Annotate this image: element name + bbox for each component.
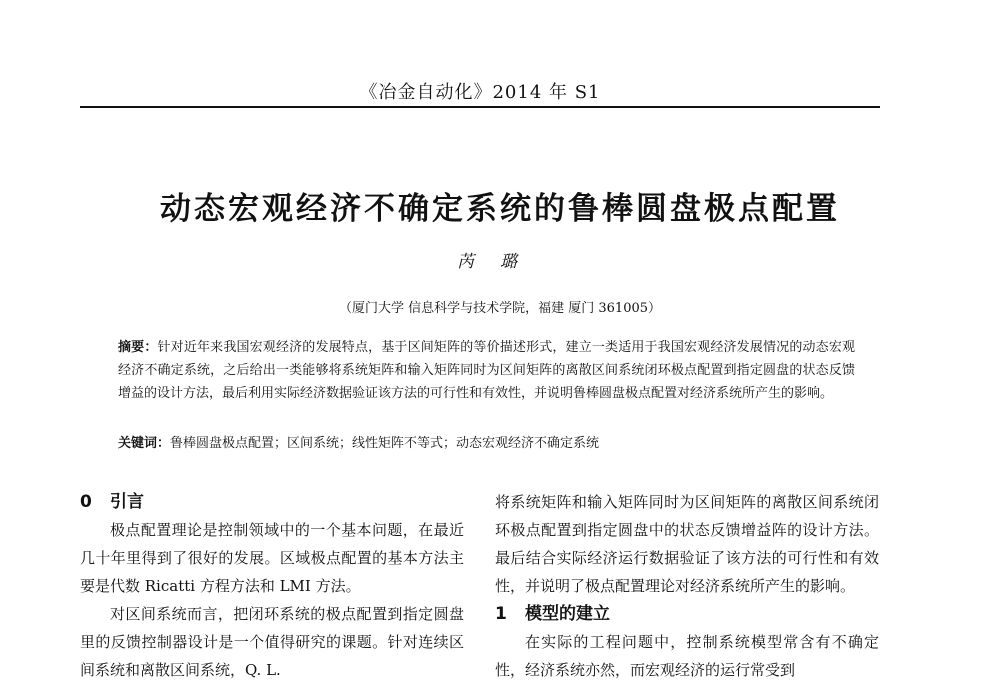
journal-header: 《冶金自动化》2014 年 S1 bbox=[359, 82, 601, 103]
left-column bbox=[80, 488, 464, 684]
section-heading-model bbox=[495, 600, 879, 628]
affiliation: （厦门大学 信息科学与技术学院，福建 厦门 361005） bbox=[338, 301, 662, 316]
section-title: 模型的建立 bbox=[525, 604, 610, 624]
header-rule bbox=[80, 106, 880, 108]
section-number: 0 bbox=[80, 492, 92, 512]
keywords bbox=[118, 432, 855, 455]
paragraph: 在实际的工程问题中，控制系统模型常含有不确定性，经济系统亦然，而宏观经济的运行常受到 bbox=[495, 633, 879, 679]
section-title: 引言 bbox=[110, 492, 144, 512]
abstract-label: 摘要： bbox=[118, 340, 158, 355]
paragraph: 极点配置理论是控制领域中的一个基本问题，在最近几十年里得到了很好的发展。区域极点配置的基本方法主要是代数 Ricatti 方程方法和 LMI 方法。 bbox=[80, 521, 464, 595]
paragraph-continued: 将系统矩阵和输入矩阵同时为区间矩阵的离散区间系统闭环极点配置到指定圆盘中的状态反馈增益阵的设计方法。最后结合实际经济运行数据验证了该方法的可行性和有效性，并说明了极点配置理论对经济系统所产生的影响。 bbox=[495, 493, 879, 595]
paragraph: 对区间系统而言，把闭环系统的极点配置到指定圆盘里的反馈控制器设计是一个值得研究的课题。针对连续区间系统和离散区间系统，Q. L. bbox=[80, 605, 464, 679]
keywords-text: 鲁棒圆盘极点配置；区间系统；线性矩阵不等式；动态宏观经济不确定系统 bbox=[170, 436, 600, 451]
abstract bbox=[118, 336, 855, 405]
author-name: 芮璐 bbox=[457, 252, 543, 272]
abstract-text: 针对近年来我国宏观经济的发展特点，基于区间矩阵的等价描述形式，建立一类适用于我国宏观经济发展情况的动态宏观经济不确定系统，之后给出一类能够将系统矩阵和输入矩阵同时为区间矩阵的离散区间系统闭环极点配置到指定圆盘的状态反馈增益的设计方法，最后利用实际经济数据验证该方法的可行性和有效性，并说明鲁棒圆盘极点配置对经济系统所产生的影响。 bbox=[118, 340, 855, 401]
paper-title: 动态宏观经济不确定系统的鲁棒圆盘极点配置 bbox=[160, 191, 840, 227]
right-column bbox=[495, 488, 879, 684]
keywords-label: 关键词： bbox=[118, 436, 171, 451]
section-heading-intro bbox=[80, 488, 464, 516]
section-number: 1 bbox=[495, 604, 507, 624]
